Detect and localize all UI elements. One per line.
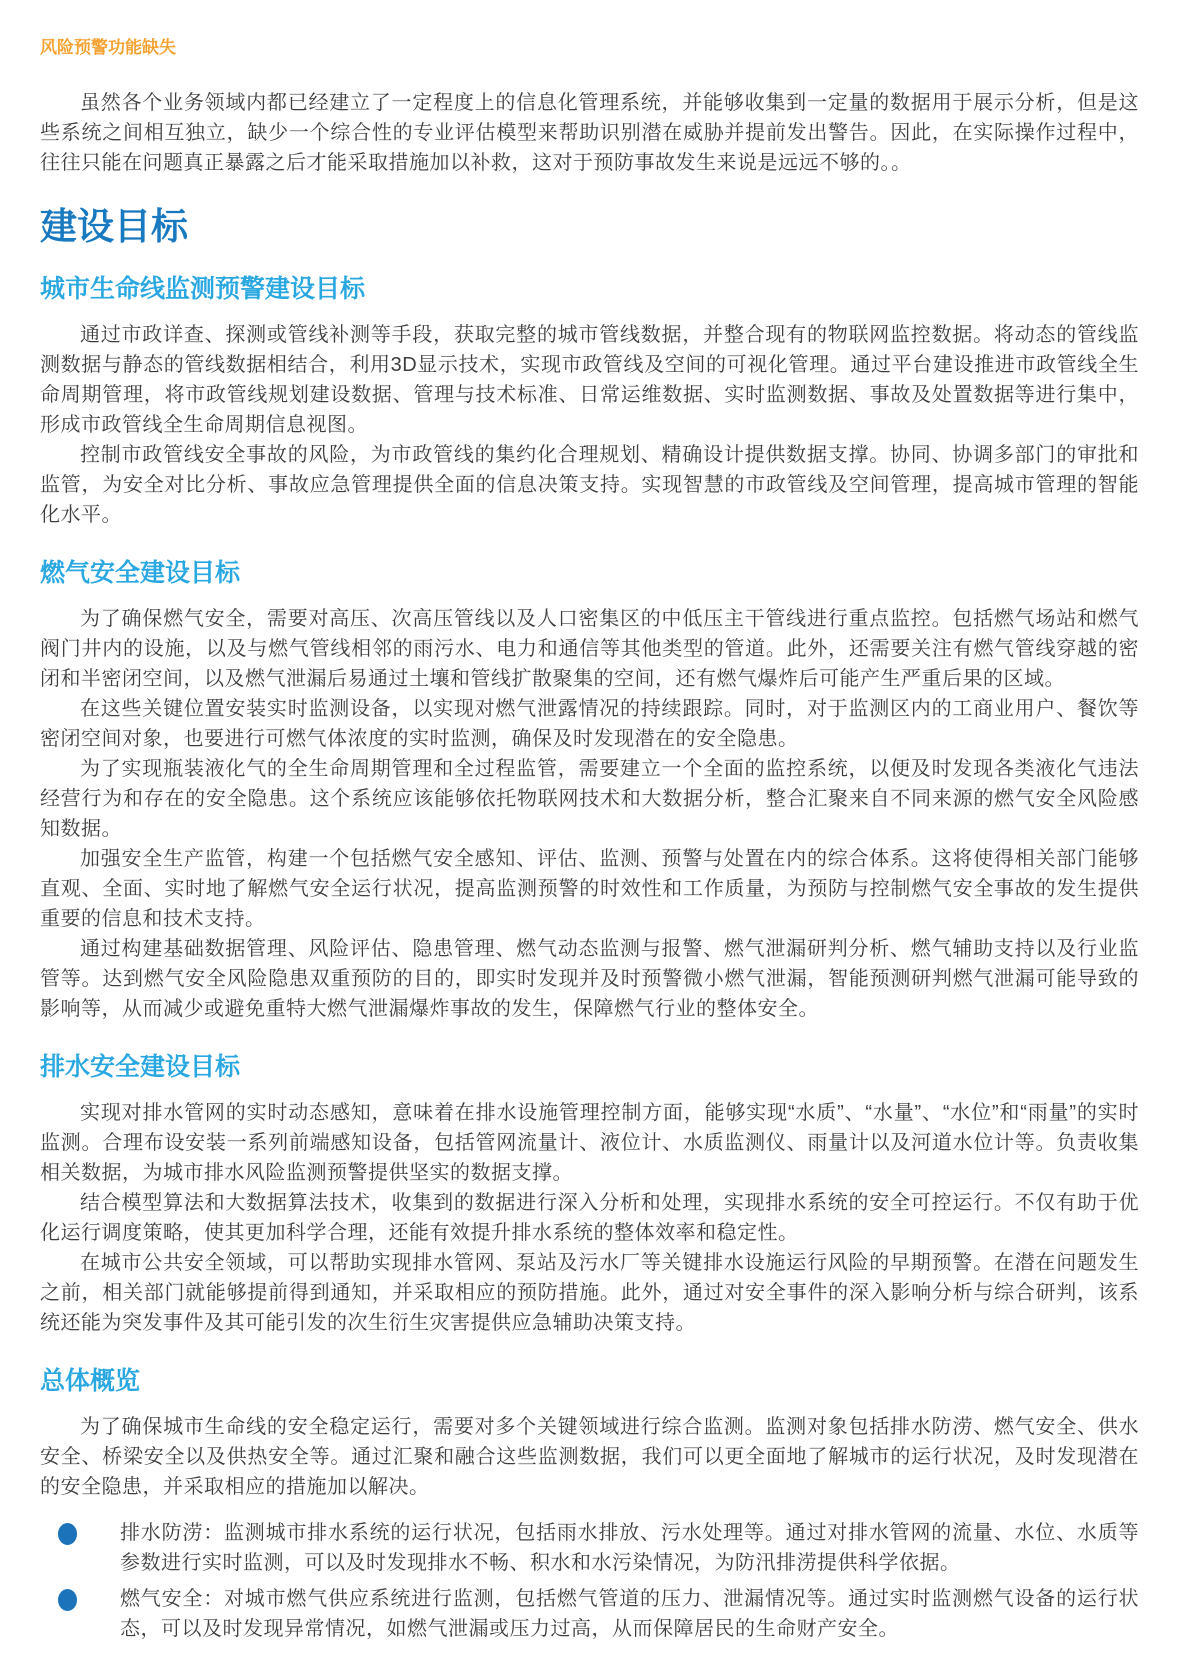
paragraph: 为了确保燃气安全，需要对高压、次高压管线以及人口密集区的中低压主干管线进行重点监控。包括燃气场站和燃气阀门井内的设施，以及与燃气管线相邻的雨污水、电力和通信等其他类型的管道。此外，还需要关注有燃气管线穿越的密闭和半密闭空间，以及燃气泄漏后易通过土壤和管线扩散聚集的空间，还有燃气爆炸后可能产生严重后果的区域。 bbox=[40, 608, 1139, 690]
list-item-text: 燃气安全：对城市燃气供应系统进行监测，包括燃气管道的压力、泄漏情况等。通过实时监测燃气设备的运行状态，可以及时发现异常情况，如燃气泄漏或压力过高，从而保障居民的生命财产安全。 bbox=[120, 1588, 1139, 1640]
intro-paragraph: 虽然各个业务领域内都已经建立了一定程度上的信息化管理系统，并能够收集到一定量的数据用于展示分析，但是这些系统之间相互独立，缺少一个综合性的专业评估模型来帮助识别潜在威胁并提前发出警告。因此，在实际操作过程中，往往只能在问题真正暴露之后才能采取措施加以补救，这对于预防事故发生来说是远远不够的。。 bbox=[40, 92, 1139, 174]
section-title-overview: 总体概览 bbox=[40, 1367, 141, 1395]
section-title-lifeline: 城市生命线监测预警建设目标 bbox=[40, 275, 366, 303]
paragraph: 在这些关键位置安装实时监测设备，以实现对燃气泄露情况的持续跟踪。同时，对于监测区内的工商业用户、餐饮等密闭空间对象，也要进行可燃气体浓度的实时监测，确保及时发现潜在的安全隐患。 bbox=[40, 698, 1139, 750]
page-title: 建设目标 bbox=[40, 206, 188, 247]
section-title-gas-safety: 燃气安全建设目标 bbox=[40, 559, 241, 587]
bullet-list bbox=[40, 1518, 1139, 1644]
paragraph: 控制市政管线安全事故的风险，为市政管线的集约化合理规划、精确设计提供数据支撑。协同、协调多部门的审批和监管，为安全对比分析、事故应急管理提供全面的信息决策支持。实现智慧的市政管线及空间管理，提高城市管理的智能化水平。 bbox=[40, 444, 1139, 526]
bullet-icon bbox=[58, 1523, 77, 1545]
paragraph: 加强安全生产监管，构建一个包括燃气安全感知、评估、监测、预警与处置在内的综合体系。这将使得相关部门能够直观、全面、实时地了解燃气安全运行状况，提高监测预警的时效性和工作质量，为预防与控制燃气安全事故的发生提供重要的信息和技术支持。 bbox=[40, 848, 1139, 930]
bullet-icon bbox=[58, 1589, 77, 1611]
paragraph: 通过构建基础数据管理、风险评估、隐患管理、燃气动态监测与报警、燃气泄漏研判分析、燃气辅助支持以及行业监管等。达到燃气安全风险隐患双重预防的目的，即实时发现并及时预警微小燃气泄漏，智能预测研判燃气泄漏可能导致的影响等，从而减少或避免重特大燃气泄漏爆炸事故的发生，保障燃气行业的整体安全。 bbox=[40, 938, 1139, 1020]
list-item bbox=[40, 1584, 1139, 1644]
paragraph: 在城市公共安全领域，可以帮助实现排水管网、泵站及污水厂等关键排水设施运行风险的早期预警。在潜在问题发生之前，相关部门就能够提前得到通知，并采取相应的预防措施。此外，通过对安全事件的深入影响分析与综合研判，该系统还能为突发事件及其可能引发的次生衍生灾害提供应急辅助决策支持。 bbox=[40, 1252, 1139, 1334]
paragraph: 实现对排水管网的实时动态感知，意味着在排水设施管理控制方面，能够实现“水质”、“水量”、“水位”和“雨量”的实时监测。合理布设安装一系列前端感知设备，包括管网流量计、液位计、水质监测仪、雨量计以及河道水位计等。负责收集相关数据，为城市排水风险监测预警提供坚实的数据支撑。 bbox=[40, 1102, 1139, 1184]
section-title-drainage-safety: 排水安全建设目标 bbox=[40, 1053, 241, 1081]
paragraph: 为了确保城市生命线的安全稳定运行，需要对多个关键领域进行综合监测。监测对象包括排水防涝、燃气安全、供水安全、桥梁安全以及供热安全等。通过汇聚和融合这些监测数据，我们可以更全面地了解城市的运行状况，及时发现潜在的安全隐患，并采取相应的措施加以解决。 bbox=[40, 1416, 1139, 1498]
paragraph: 结合模型算法和大数据算法技术，收集到的数据进行深入分析和处理，实现排水系统的安全可控运行。不仅有助于优化运行调度策略，使其更加科学合理，还能有效提升排水系统的整体效率和稳定性。 bbox=[40, 1192, 1139, 1244]
minor-heading-risk-warning: 风险预警功能缺失 bbox=[40, 38, 176, 57]
list-item bbox=[40, 1518, 1139, 1578]
paragraph: 为了实现瓶装液化气的全生命周期管理和全过程监管，需要建立一个全面的监控系统，以便及时发现各类液化气违法经营行为和存在的安全隐患。这个系统应该能够依托物联网技术和大数据分析，整合汇聚来自不同来源的燃气安全风险感知数据。 bbox=[40, 758, 1139, 840]
paragraph: 通过市政详查、探测或管线补测等手段，获取完整的城市管线数据，并整合现有的物联网监控数据。将动态的管线监测数据与静态的管线数据相结合，利用3D显示技术，实现市政管线及空间的可视化管理。通过平台建设推进市政管线全生命周期管理，将市政管线规划建设数据、管理与技术标准、日常运维数据、实时监测数据、事故及处置数据等进行集中，形成市政管线全生命周期信息视图。 bbox=[40, 324, 1139, 436]
list-item-text: 排水防涝：监测城市排水系统的运行状况，包括雨水排放、污水处理等。通过对排水管网的流量、水位、水质等参数进行实时监测，可以及时发现排水不畅、积水和水污染情况，为防汛排涝提供科学依据。 bbox=[120, 1522, 1139, 1574]
